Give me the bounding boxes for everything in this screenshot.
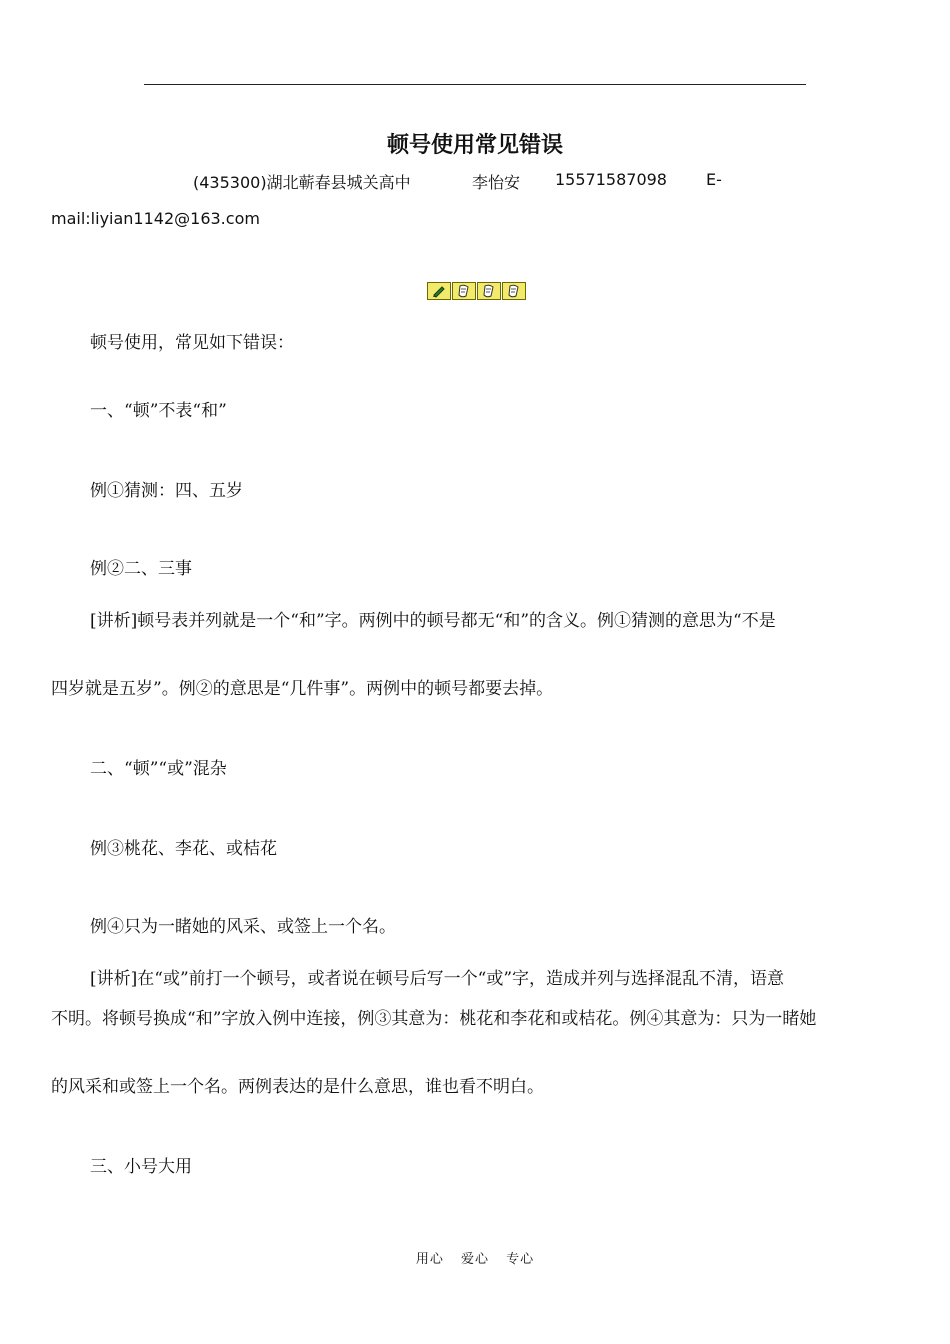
header-rule bbox=[144, 84, 806, 85]
author-email-prefix: E- bbox=[706, 170, 722, 189]
analysis-2-line-2: 不明。将顿号换成“和”字放入例中连接，例③其意为：桃花和李花和或桔花。例④其意为：只为一睹她 bbox=[51, 1009, 817, 1029]
analysis-2-line-3: 的风采和或签上一个名。两例表达的是什么意思，谁也看不明白。 bbox=[51, 1077, 544, 1097]
author-line bbox=[0, 170, 950, 192]
analysis-2-line-1: [讲析]在“或”前打一个顿号，或者说在顿号后写一个“或”字，造成并列与选择混乱不清，语意 bbox=[90, 969, 785, 989]
footer-word: 爱心 bbox=[460, 1252, 489, 1267]
example-2: 例②二、三事 bbox=[90, 559, 192, 579]
author-phone: 15571587098 bbox=[555, 170, 667, 189]
pen-icon bbox=[427, 282, 451, 300]
section-heading-2: 二、“顿”“或”混杂 bbox=[90, 759, 227, 779]
scroll-icon bbox=[452, 282, 476, 300]
author-email: mail:liyian1142@163.com bbox=[51, 209, 260, 228]
example-1: 例①猜测：四、五岁 bbox=[90, 481, 243, 501]
scroll-icon bbox=[477, 282, 501, 300]
example-3: 例③桃花、李花、或桔花 bbox=[90, 839, 277, 859]
section-heading-1: 一、“顿”不表“和” bbox=[90, 401, 227, 421]
page-footer bbox=[0, 1248, 950, 1267]
decorative-icons bbox=[427, 282, 527, 300]
analysis-1-line-1: [讲析]顿号表并列就是一个“和”字。两例中的顿号都无“和”的含义。例①猜测的意思为“不是 bbox=[90, 611, 776, 631]
example-4: 例④只为一睹她的风采、或签上一个名。 bbox=[90, 917, 396, 937]
intro-paragraph: 顿号使用，常见如下错误： bbox=[90, 333, 294, 353]
author-school: (435300)湖北蕲春县城关高中 bbox=[193, 173, 411, 192]
footer-word: 专心 bbox=[506, 1252, 535, 1267]
author-name: 李怡安 bbox=[472, 173, 521, 192]
scroll-icon bbox=[502, 282, 526, 300]
analysis-1-line-2: 四岁就是五岁”。例②的意思是“几件事”。两例中的顿号都要去掉。 bbox=[51, 679, 554, 699]
section-heading-3: 三、小号大用 bbox=[90, 1157, 192, 1177]
page-title: 顿号使用常见错误 bbox=[386, 133, 563, 158]
footer-word: 用心 bbox=[415, 1252, 444, 1267]
